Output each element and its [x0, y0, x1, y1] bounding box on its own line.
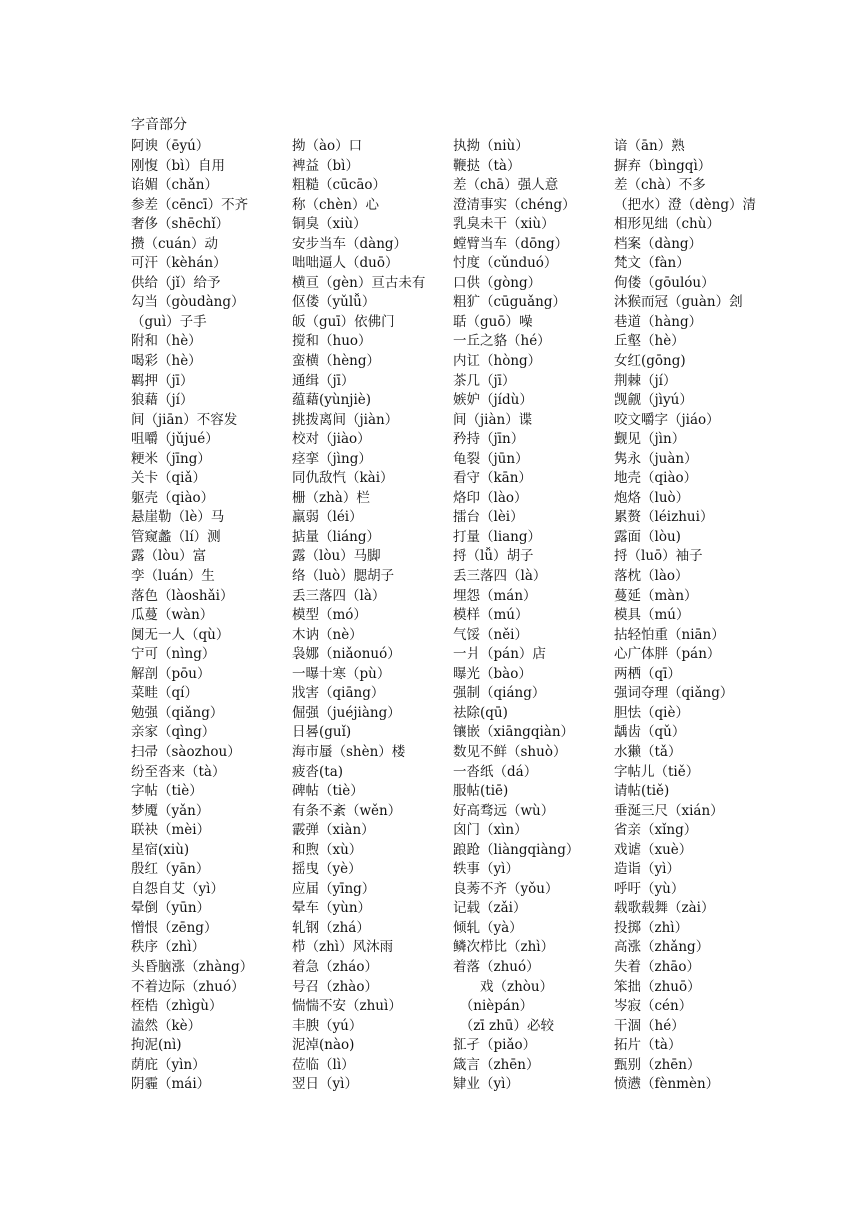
- pronunciation-entry: 络（luò）腮胡子: [292, 568, 395, 585]
- pronunciation-entry: 荫庇（yìn）: [131, 1056, 206, 1073]
- pronunciation-entry: 莅临（lì）: [292, 1056, 355, 1073]
- pronunciation-entry: 号召（zhào）: [292, 978, 378, 995]
- pronunciation-entry: 和煦（xù）: [292, 841, 363, 858]
- pronunciation-entry: 梵文（fàn）: [614, 255, 690, 272]
- pronunciation-entry: 着急（zháo）: [292, 958, 378, 975]
- pronunciation-entry: 憎恨（zēng）: [131, 919, 218, 936]
- pronunciation-entry: 袅娜（niǎonuó）: [292, 646, 401, 663]
- pronunciation-entry: 躯壳（qiào）: [131, 489, 215, 506]
- pronunciation-entry: 粳米（jīng）: [131, 450, 211, 467]
- pronunciation-entry: 模具（mú）: [614, 607, 690, 624]
- pronunciation-entry: 裨益（bì）: [292, 157, 359, 174]
- pronunciation-entry: 模型（mó）: [292, 607, 367, 624]
- pronunciation-entry: 一曝十寒（pù）: [292, 665, 391, 682]
- pronunciation-entry: 口供（gòng）: [453, 274, 542, 291]
- pronunciation-entry: 溘然（kè）: [131, 1017, 202, 1034]
- pronunciation-entry: 忖度（cǔnduó）: [453, 255, 558, 272]
- pronunciation-entry: 一爿（pán）店: [453, 646, 546, 663]
- pronunciation-entry: 附和（hè）: [131, 333, 202, 350]
- pronunciation-entry: 好高骛远（wù）: [453, 802, 555, 819]
- pronunciation-entry: 勉强（qiǎng）: [131, 704, 224, 721]
- pronunciation-entry: 自怨自艾（yì）: [131, 880, 224, 897]
- pronunciation-entry: 咀嚼（jǔjué）: [131, 431, 219, 448]
- pronunciation-entry: 蕴藉(yùnjiè): [292, 392, 372, 409]
- pronunciation-entry: 请帖(tiě): [614, 783, 670, 800]
- pronunciation-entry: 关卡（qiǎ）: [131, 470, 207, 487]
- pronunciation-entry: 澄清事实（chéng）: [453, 196, 576, 213]
- pronunciation-entry: 有条不紊（wěn）: [292, 802, 402, 819]
- pronunciation-entry: 瓜蔓（wàn）: [131, 607, 214, 624]
- pronunciation-entry: 捋（luō）袖子: [614, 548, 703, 565]
- pronunciation-entry: 模样（mú）: [453, 607, 529, 624]
- pronunciation-entry: 岑寂（cén）: [614, 998, 693, 1015]
- pronunciation-entry: 戏谑（xuè）: [614, 841, 693, 858]
- pronunciation-entry: 烙印（lào）: [453, 489, 528, 506]
- pronunciation-entry: 翌日（yì）: [292, 1076, 358, 1093]
- pronunciation-entry: 良莠不齐（yǒu）: [453, 880, 559, 897]
- pronunciation-entry: 记载（zǎi）: [453, 900, 527, 917]
- pronunciation-entry: 一沓纸（dá）: [453, 763, 538, 780]
- pronunciation-entry: 摇曳（yè）: [292, 861, 362, 878]
- pronunciation-entry: 字帖（tiè）: [131, 783, 203, 800]
- pronunciation-entry: 通缉（jī）: [292, 372, 355, 389]
- pronunciation-entry: 不着边际（zhuó）: [131, 978, 245, 995]
- pronunciation-entry: 丘壑（hè）: [614, 333, 685, 350]
- pronunciation-entry: 蛮横（hèng）: [292, 353, 381, 370]
- pronunciation-entry: 应届（yīng）: [292, 880, 376, 897]
- pronunciation-entry: 气馁（něi）: [453, 626, 529, 643]
- pronunciation-entry: 伛偻（yǔlǚ）: [292, 294, 376, 311]
- pronunciation-entry: 字帖儿（tiě）: [614, 763, 700, 780]
- pronunciation-entry: 聒（guō）噪: [453, 313, 533, 330]
- pronunciation-entry: 乳臭未干（xiù）: [453, 216, 555, 233]
- pronunciation-entry: 星宿(xiù): [131, 841, 190, 858]
- pronunciation-entry: 掂量（liáng）: [292, 528, 381, 545]
- pronunciation-entry: 安步当车（dàng）: [292, 235, 408, 252]
- pronunciation-entry: 服帖(tiē): [453, 783, 509, 800]
- pronunciation-entry: 栅（zhà）栏: [292, 489, 370, 506]
- pronunciation-entry: 曝光（bào）: [453, 665, 532, 682]
- pronunciation-entry: 栉（zhì）风沐雨: [292, 939, 394, 956]
- pronunciation-entry: 泥淖(nào): [292, 1037, 355, 1054]
- pronunciation-entry: 参差（cēncī）不齐: [131, 196, 249, 213]
- pronunciation-entry: 管窥蠡（lí）测: [131, 528, 221, 545]
- pronunciation-entry: 丢三落四（là）: [292, 587, 386, 604]
- pronunciation-entry: 露（lòu）富: [131, 548, 207, 565]
- pronunciation-entry: 笨拙（zhuō）: [614, 978, 701, 995]
- pronunciation-entry: 露（lòu）马脚: [292, 548, 381, 565]
- pronunciation-entry: 蔓延（màn）: [614, 587, 698, 604]
- pronunciation-entry: 㧟孑（piǎo）: [453, 1037, 537, 1054]
- pronunciation-entry: 垂涎三尺（xián）: [614, 802, 724, 819]
- pronunciation-entry: 觐见（jìn）: [614, 431, 686, 448]
- pronunciation-entry: 着落（zhuó）: [453, 958, 540, 975]
- section-heading: 字音部分: [131, 117, 187, 133]
- pronunciation-entry: 省亲（xǐng）: [614, 822, 698, 839]
- pronunciation-entry: 肄业（yì）: [453, 1076, 519, 1093]
- pronunciation-entry: 木讷（nè）: [292, 626, 363, 643]
- pronunciation-entry: 拗（ào）口: [292, 138, 363, 154]
- pronunciation-entry: 甄别（zhēn）: [614, 1056, 701, 1073]
- pronunciation-entry: 霰弹（xiàn）: [292, 822, 375, 839]
- pronunciation-entry: 龋齿（qǔ）: [614, 724, 686, 741]
- pronunciation-entry: 谙（ān）熟: [614, 138, 685, 154]
- pronunciation-entry: 宁可（nìng）: [131, 646, 216, 663]
- pronunciation-entry: 皈（guī）依佛门: [292, 313, 395, 330]
- pronunciation-entry: 丢三落四（là）: [453, 568, 547, 585]
- pronunciation-entry: 倾轧（yà）: [453, 919, 523, 936]
- pronunciation-entry: 攒（cuán）动: [131, 235, 218, 252]
- pronunciation-entry: 看守（kān）: [453, 470, 532, 487]
- pronunciation-entry: 强词夺理（qiǎng）: [614, 685, 734, 702]
- pronunciation-entry: 扫帚（sàozhou）: [131, 743, 241, 760]
- pronunciation-entry: 嫉妒（jídù）: [453, 392, 533, 409]
- pronunciation-entry: 投掷（zhì）: [614, 919, 689, 936]
- pronunciation-entry: 炮烙（luò）: [614, 489, 690, 506]
- pronunciation-entry: 阿谀（ēyú）: [131, 138, 210, 154]
- pronunciation-entry: 拓片（tà）: [614, 1037, 682, 1054]
- pronunciation-entry: 粗犷（cūguǎng）: [453, 294, 566, 311]
- pronunciation-entry: 晕车（yùn）: [292, 900, 372, 917]
- pronunciation-entry: 干涸（hé）: [614, 1017, 685, 1034]
- pronunciation-entry: 内讧（hòng）: [453, 353, 542, 370]
- pronunciation-entry: 菜畦（qí）: [131, 685, 198, 702]
- pronunciation-entry: 龟裂（jūn）: [453, 450, 529, 467]
- pronunciation-entry: 相形见绌（chù）: [614, 216, 720, 233]
- pronunciation-entry: 一丘之貉（hé）: [453, 333, 551, 350]
- pronunciation-entry: 羁押（jī）: [131, 372, 194, 389]
- pronunciation-entry: 解剖（pōu）: [131, 665, 211, 682]
- pronunciation-entry: 同仇敌忾（kài）: [292, 470, 394, 487]
- pronunciation-entry: 地壳（qiào）: [614, 470, 698, 487]
- pronunciation-entry: 拘泥(nì): [131, 1037, 182, 1054]
- pronunciation-entry: 佝偻（gōulóu）: [614, 274, 715, 291]
- pronunciation-entry: 箴言（zhēn）: [453, 1056, 540, 1073]
- pronunciation-entry: （zī zhū）必较: [453, 1017, 554, 1034]
- pronunciation-entry: 数见不鲜（shuò）: [453, 743, 567, 760]
- pronunciation-entry: 落色（làoshǎi）: [131, 587, 234, 604]
- pronunciation-entry: 搅和（huo）: [292, 333, 372, 350]
- pronunciation-entry: 头昏脑涨（zhàng）: [131, 958, 254, 975]
- pronunciation-entry: 水獭（tǎ）: [614, 743, 682, 760]
- pronunciation-entry: 女红(gōng): [614, 353, 686, 370]
- pronunciation-entry: 碑帖（tiè）: [292, 783, 364, 800]
- pronunciation-entry: 囟门（xìn）: [453, 822, 528, 839]
- pronunciation-entry: 镶嵌（xiāngqiàn）: [453, 724, 575, 741]
- pronunciation-entry: 呼吁（yù）: [614, 880, 685, 897]
- pronunciation-entry: 戏（zhòu）: [453, 978, 554, 995]
- pronunciation-entry: 捋（lǚ）胡子: [453, 548, 534, 565]
- pronunciation-entry: 高涨（zhǎng）: [614, 939, 710, 956]
- pronunciation-entry: 荆棘（jí）: [614, 372, 677, 389]
- pronunciation-entry: （nièpán）: [453, 998, 534, 1015]
- pronunciation-entry: 矜持（jīn）: [453, 431, 525, 448]
- pronunciation-entry: 差（chā）强人意: [453, 177, 559, 194]
- pronunciation-table: [131, 137, 811, 1095]
- pronunciation-entry: 失着（zhāo）: [614, 958, 700, 975]
- pronunciation-entry: 称（chèn）心: [292, 196, 379, 213]
- pronunciation-entry: 阴霾（mái）: [131, 1076, 211, 1093]
- pronunciation-entry: 殷红（yān）: [131, 861, 210, 878]
- pronunciation-entry: 胆怯（qiè）: [614, 704, 689, 721]
- pronunciation-entry: 螳臂当车（dōng）: [453, 235, 569, 252]
- pronunciation-entry: 打量（liang）: [453, 528, 542, 545]
- pronunciation-entry: 强制（qiáng）: [453, 685, 546, 702]
- pronunciation-entry: 梦魇（yǎn）: [131, 802, 210, 819]
- pronunciation-entry: 载歌载舞（zài）: [614, 900, 715, 917]
- pronunciation-entry: 勾当（gòudàng）: [131, 294, 245, 311]
- pronunciation-entry: 惴惴不安（zhuì）: [292, 998, 402, 1015]
- pronunciation-entry: 横亘（gèn）亘古未有: [292, 274, 426, 291]
- pronunciation-entry: 桎梏（zhìgù）: [131, 998, 223, 1015]
- pronunciation-entry: 海市蜃（shèn）楼: [292, 743, 406, 760]
- pronunciation-entry: 两栖（qī）: [614, 665, 681, 682]
- pronunciation-entry: 差（chà）不多: [614, 177, 706, 194]
- pronunciation-entry: 阒无一人（qù）: [131, 626, 230, 643]
- pronunciation-entry: 埋怨（mán）: [453, 587, 537, 604]
- pronunciation-entry: 倔强（juéjiàng）: [292, 704, 401, 721]
- pronunciation-entry: 谄媚（chǎn）: [131, 177, 218, 194]
- pronunciation-entry: 悬崖勒（lè）马: [131, 509, 225, 526]
- pronunciation-entry: 秩序（zhì）: [131, 939, 206, 956]
- pronunciation-entry: （guì）子手: [131, 313, 207, 330]
- pronunciation-entry: 狼藉（jí）: [131, 392, 194, 409]
- pronunciation-entry: 造诣（yì）: [614, 861, 680, 878]
- pronunciation-entry: 茶几（jī）: [453, 372, 516, 389]
- pronunciation-entry: 露面（lòu): [614, 528, 681, 545]
- pronunciation-entry: 咬文嚼字（jiáo）: [614, 411, 720, 428]
- pronunciation-entry: 执拗（niù）: [453, 138, 529, 154]
- pronunciation-entry: 痉挛（jìng）: [292, 450, 372, 467]
- pronunciation-entry: 粗糙（cūcāo）: [292, 177, 386, 194]
- pronunciation-entry: 沐猴而冠（guàn）刽: [614, 294, 743, 311]
- pronunciation-entry: 晕倒（yūn）: [131, 900, 211, 917]
- pronunciation-entry: 轶事（yì）: [453, 861, 519, 878]
- pronunciation-entry: 鞭挞（tà）: [453, 157, 521, 174]
- pronunciation-entry: 巷道（hàng）: [614, 313, 703, 330]
- pronunciation-entry: 觊觎（jìyú）: [614, 392, 693, 409]
- pronunciation-entry: 隽永（juàn）: [614, 450, 698, 467]
- pronunciation-entry: 间（jiàn）谍: [453, 411, 533, 428]
- pronunciation-entry: 刚愎（bì）自用: [131, 157, 225, 174]
- pronunciation-entry: 档案（dàng）: [614, 235, 703, 252]
- pronunciation-entry: 落枕（lào）: [614, 568, 689, 585]
- pronunciation-entry: 羸弱（léi）: [292, 509, 363, 526]
- pronunciation-entry: 心广体胖（pán）: [614, 646, 721, 663]
- pronunciation-entry: 喝彩（hè）: [131, 353, 202, 370]
- pronunciation-entry: 拈轻怕重（niān）: [614, 626, 725, 643]
- pronunciation-entry: 孪（luán）生: [131, 568, 215, 585]
- pronunciation-entry: 日晷(guǐ): [292, 724, 352, 741]
- pronunciation-entry: 摒弃（bìngqì）: [614, 157, 712, 174]
- pronunciation-entry: 踉跄（liàngqiàng）: [453, 841, 580, 858]
- pronunciation-entry: 轧钢（zhá）: [292, 919, 370, 936]
- pronunciation-entry: 祛除(qū): [453, 704, 508, 721]
- pronunciation-entry: （把水）澄（dèng）清: [614, 196, 756, 213]
- pronunciation-entry: 擂台（lèi）: [453, 509, 524, 526]
- pronunciation-entry: 咄咄逼人（duō）: [292, 255, 399, 272]
- pronunciation-entry: 愤懑（fènmèn）: [614, 1076, 720, 1093]
- pronunciation-entry: 丰腴（yú）: [292, 1017, 363, 1034]
- pronunciation-entry: 间（jiān）不容发: [131, 411, 238, 428]
- pronunciation-entry: 纷至沓来（tà）: [131, 763, 226, 780]
- pronunciation-entry: 鳞次栉比（zhì）: [453, 939, 555, 956]
- pronunciation-entry: 戕害（qiāng）: [292, 685, 385, 702]
- pronunciation-entry: 铜臭（xiù）: [292, 216, 367, 233]
- pronunciation-entry: 供给（jǐ）给予: [131, 274, 221, 291]
- pronunciation-entry: 校对（jiào）: [292, 431, 371, 448]
- pronunciation-entry: 联袂（mèi）: [131, 822, 211, 839]
- pronunciation-entry: 奢侈（shēchǐ）: [131, 216, 230, 233]
- pronunciation-entry: 亲家（qìng）: [131, 724, 216, 741]
- pronunciation-entry: 疲沓(ta): [292, 763, 344, 780]
- pronunciation-entry: 挑拨离间（jiàn）: [292, 411, 399, 428]
- pronunciation-entry: 累赘（léizhui）: [614, 509, 714, 526]
- pronunciation-entry: 可汗（kèhán）: [131, 255, 227, 272]
